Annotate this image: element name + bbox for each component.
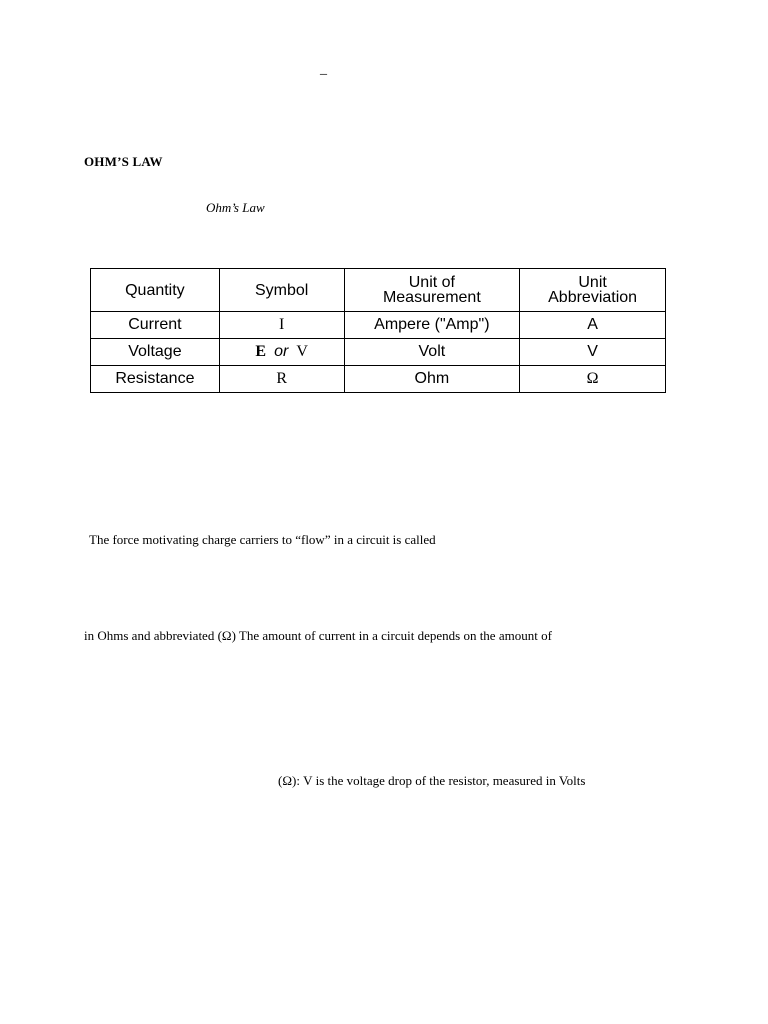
cell-unit: Ohm <box>344 366 520 393</box>
section-heading: OHM’S LAW <box>84 154 163 169</box>
paragraph-voltage-drop: (Ω): V is the voltage drop of the resistor, measured in Volts <box>278 773 586 788</box>
header-unit-line2: Measurement <box>382 289 481 306</box>
cell-symbol: I <box>219 312 344 339</box>
units-table <box>90 268 666 393</box>
cell-symbol <box>219 339 344 366</box>
cell-quantity: Current <box>91 312 220 339</box>
paragraph-force: The force motivating charge carriers to “flow” in a circuit is called <box>89 532 436 547</box>
table-row <box>91 312 666 339</box>
cell-unit: Volt <box>344 339 520 366</box>
header-quantity: Quantity <box>91 269 220 312</box>
symbol-v: V <box>296 343 308 360</box>
header-unit-line1: Unit of <box>408 274 455 291</box>
cell-unit: Ampere ("Amp") <box>344 312 520 339</box>
top-mark: _ <box>320 62 327 77</box>
header-symbol: Symbol <box>219 269 344 312</box>
cell-abbreviation: Ω <box>520 366 666 393</box>
symbol-e: E <box>255 343 267 360</box>
cell-abbreviation: A <box>520 312 666 339</box>
cell-symbol: R <box>219 366 344 393</box>
section-subtitle: Ohm’s Law <box>206 200 265 215</box>
cell-quantity: Resistance <box>91 366 220 393</box>
header-abbr-line2: Abbreviation <box>548 289 638 306</box>
table-row <box>91 366 666 393</box>
cell-abbreviation: V <box>520 339 666 366</box>
header-abbr-line1: Unit <box>578 274 607 291</box>
table-row <box>91 339 666 366</box>
cell-quantity: Voltage <box>91 339 220 366</box>
paragraph-ohms: in Ohms and abbreviated (Ω) The amount of current in a circuit depends on the amount of <box>84 628 552 643</box>
header-unit <box>344 269 520 312</box>
header-abbreviation <box>520 269 666 312</box>
symbol-or: or <box>274 343 289 360</box>
table-header-row <box>91 269 666 312</box>
